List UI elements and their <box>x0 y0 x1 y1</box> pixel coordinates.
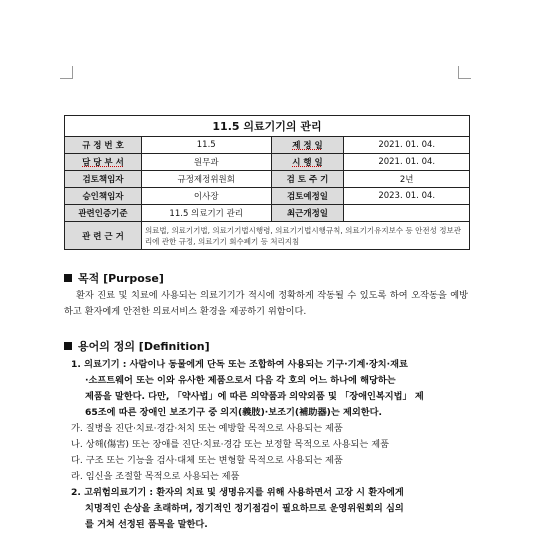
row-header: 승인책임자 <box>65 188 142 205</box>
table-title: 11.5 의료기기의 관리 <box>65 116 470 137</box>
list-item: 다. 구조 또는 기능을 검사·대체 또는 변형할 목적으로 사용되는 제품 <box>71 455 343 466</box>
row-value <box>344 205 470 222</box>
row-value: 11.5 의료기기 관리 <box>141 205 271 222</box>
table-row <box>65 188 470 205</box>
row-value: 11.5 <box>141 137 271 154</box>
row-value: 2년 <box>344 171 470 188</box>
row-header: 최근개정일 <box>271 205 344 222</box>
table-row <box>65 222 470 250</box>
purpose-text: 환자 진료 및 치료에 사용되는 의료기기가 적시에 정확하게 작동될 수 있도록 하여 오작동을 예방하고 환자에게 안전한 의료서비스 환경을 제공하기 위함이다. <box>64 290 468 317</box>
row-header: 규 정 번 호 <box>65 137 142 154</box>
page-corner-mark-right <box>458 66 471 79</box>
row-value: 이사장 <box>141 188 271 205</box>
definition-item-1: 1. 의료기기 : 사람이나 동물에게 단독 또는 조합하여 사용되는 기구·기계·장치·재료 ·소프트웨어 또는 이와 유사한 제품으로서 다음 각 호의 어느 하나에 해당하는 제품을 말한다. 다만, 「약사법」에 따른 의약품과 의약외품 및 「장애인복지법」 제 65조에 따른 장애인 보조기구 중 의지(義肢)·보조기(補助器)는 제외한다. <box>71 359 424 418</box>
table-row <box>65 205 470 222</box>
row-header: 관련인증기준 <box>65 205 142 222</box>
row-header: 검토예정일 <box>271 188 344 205</box>
bullet-square-icon <box>64 274 72 282</box>
table-row <box>65 137 470 154</box>
row-header: 관 련 근 거 <box>65 222 142 250</box>
row-value: 2021. 01. 04. <box>344 137 470 154</box>
row-value: 2023. 01. 04. <box>344 188 470 205</box>
table-row <box>65 154 470 171</box>
definition-item-2: 2. 고위험의료기기 : 환자의 치료 및 생명유지를 위해 사용하면서 고장 시 환자에게 치명적인 손상을 초래하며, 정기적인 정기점검이 필요하므로 운영위원회의 심의 를 거쳐 선정된 품목을 말한다. <box>71 487 404 530</box>
basis-text: 의료법, 의료기기법, 의료기기법시행령, 의료기기법시행규칙, 의료기기유지보수 등 안전성 정보관리에 관한 규정, 의료기기 회수폐기 등 처리지침 <box>141 222 469 250</box>
row-value: 규정제정위원회 <box>141 171 271 188</box>
row-header: 검토책임자 <box>65 171 142 188</box>
row-value: 원무과 <box>141 154 271 171</box>
list-item: 라. 임신을 조절할 목적으로 사용되는 제품 <box>71 471 240 482</box>
row-header: 검 토 주 기 <box>271 171 344 188</box>
regulation-info-table <box>64 115 470 250</box>
row-header: 담 당 부 서 <box>65 154 142 171</box>
definition-subitems <box>71 421 389 485</box>
row-value: 2021. 01. 04. <box>344 154 470 171</box>
purpose-heading: 목적 [Purpose] <box>64 270 164 286</box>
row-header: 제 정 일 <box>271 137 344 154</box>
definition-heading: 용어의 정의 [Definition] <box>64 338 210 354</box>
bullet-square-icon <box>64 342 72 350</box>
list-item: 가. 질병을 진단·치료·경감·처치 또는 예방할 목적으로 사용되는 제품 <box>71 423 343 434</box>
list-item: 나. 상해(傷害) 또는 장애를 진단·치료·경감 또는 보정할 목적으로 사용되는 제품 <box>71 439 389 450</box>
page-corner-mark-left <box>60 66 73 79</box>
row-header: 시 행 일 <box>271 154 344 171</box>
table-row <box>65 171 470 188</box>
